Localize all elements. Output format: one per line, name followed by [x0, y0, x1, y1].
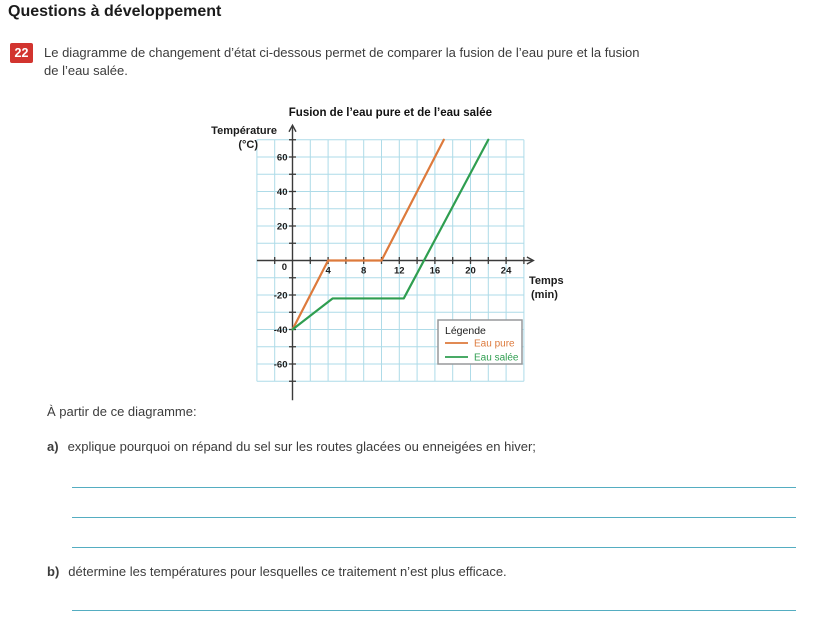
item-a-label: a): [47, 439, 59, 454]
item-b-label: b): [47, 564, 60, 579]
question-text-line-2: de l’eau salée.: [44, 62, 128, 78]
fusion-chart: [205, 98, 577, 408]
item-b-text: détermine les températures pour lesquelles ce traitement n’est plus efficace.: [68, 564, 507, 579]
legend-title: Légende: [445, 325, 486, 337]
question-22: [10, 43, 639, 79]
legend-label: Eau pure: [474, 338, 515, 350]
x-tick-label: 12: [394, 265, 405, 277]
y-tick-label: -60: [273, 359, 288, 371]
question-text-line-1: Le diagramme de changement d’état ci-dessous permet de comparer la fusion de l’eau pure et la fusion: [44, 45, 640, 60]
fusion-chart-svg: [205, 98, 577, 408]
answer-line: [72, 547, 796, 548]
item-a-text: explique pourquoi on répand du sel sur les routes glacées ou enneigées en hiver;: [67, 439, 536, 454]
question-text: [44, 43, 639, 79]
y-tick-label: 20: [276, 221, 288, 233]
x-tick-label: 16: [429, 265, 441, 277]
y-axis-title: Température: [211, 125, 277, 137]
chart-title: Fusion de l’eau pure et de l’eau salée: [288, 107, 493, 119]
answer-line: [72, 517, 796, 518]
item-b: [47, 563, 507, 580]
item-a: [47, 438, 536, 455]
x-tick-label: 24: [500, 265, 512, 277]
x-axis-title-units: (min): [531, 289, 558, 301]
y-axis-title-units: (°C): [238, 139, 258, 151]
answer-line: [72, 610, 796, 611]
question-number-badge: 22: [10, 43, 33, 63]
series-eau-salée: [293, 140, 489, 330]
x-tick-label: 4: [325, 265, 331, 277]
x-tick-label: 8: [361, 265, 367, 277]
y-tick-label: -40: [273, 325, 288, 336]
origin-label: 0: [281, 262, 287, 273]
legend-label: Eau salée: [474, 352, 519, 364]
intro-text: À partir de ce diagramme:: [47, 404, 197, 419]
series-eau-pure: [293, 140, 444, 330]
y-tick-label: 60: [276, 152, 288, 164]
y-tick-label: 40: [276, 187, 288, 198]
x-tick-label: 20: [465, 265, 476, 277]
x-axis-title: Temps: [529, 275, 564, 287]
answer-line: [72, 487, 796, 488]
y-tick-label: -20: [273, 290, 288, 302]
page-title: Questions à développement: [8, 3, 222, 20]
